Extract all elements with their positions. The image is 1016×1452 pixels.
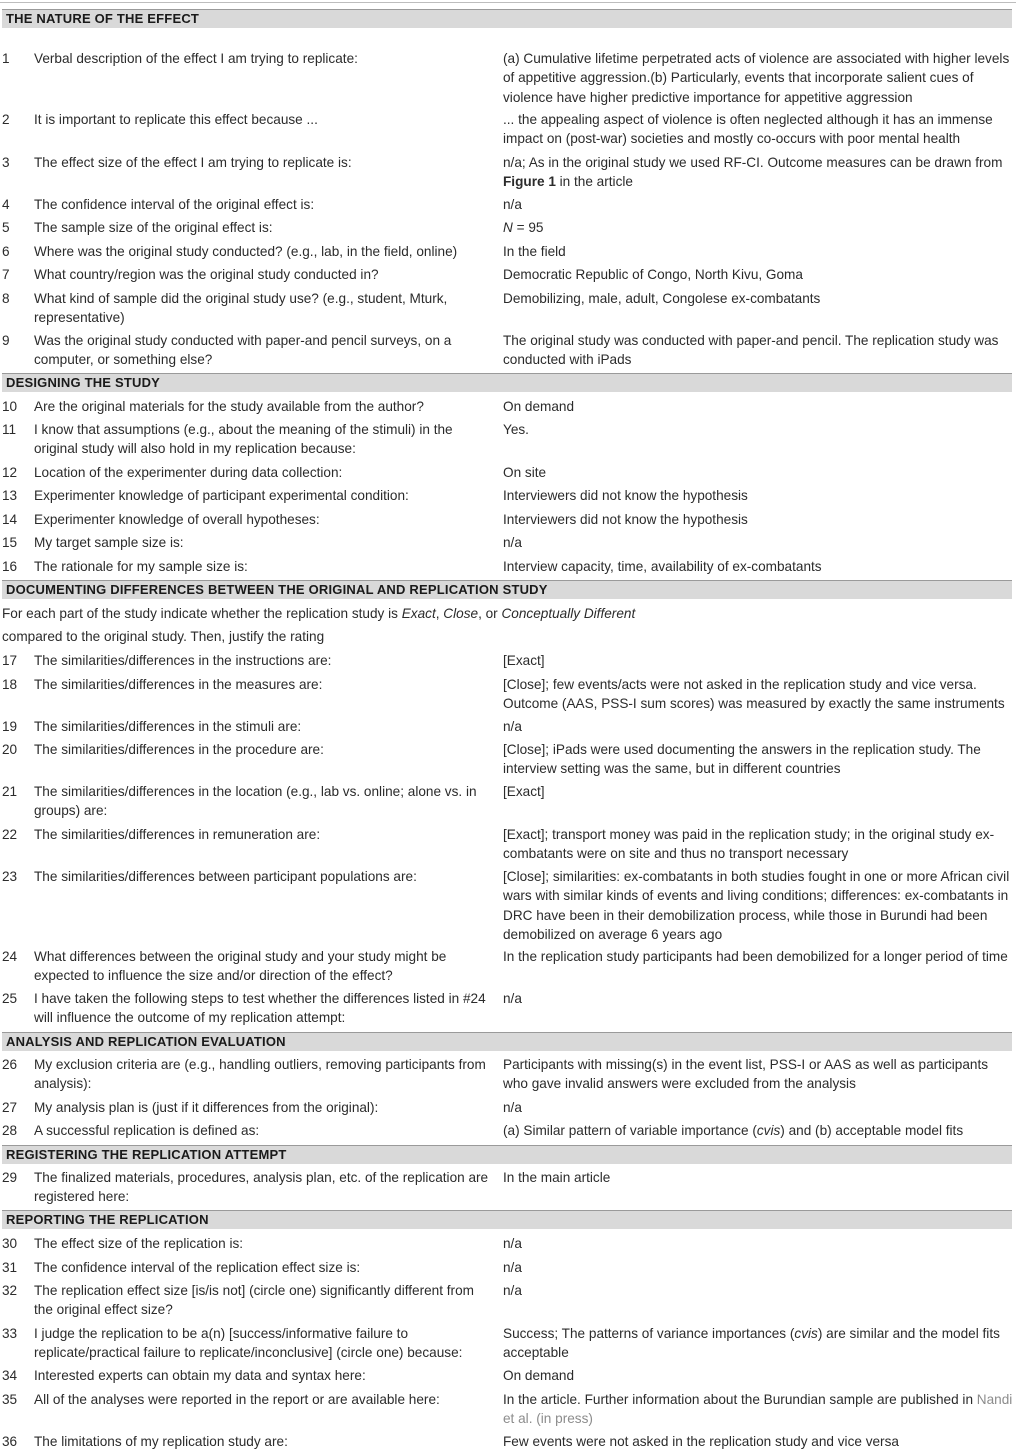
item-number: 11 [2, 422, 17, 437]
item-answer: (a) Cumulative lifetime perpetrated acts of violence are associated with higher levels of appetitive aggression.(b) Particularly, events that incorporate salient cues of violence have higher predictive importance for appetitive aggression [503, 51, 1010, 105]
section-header-registering: REGISTERING THE REPLICATION ATTEMPT [2, 1145, 1012, 1164]
item-answer: [Exact] [503, 653, 545, 668]
item-question: Are the original materials for the study available from the author? [34, 399, 424, 414]
item-question: The effect size of the effect I am trying to replicate is: [34, 155, 352, 170]
item-answer: In the main article [503, 1170, 611, 1185]
item-number: 30 [2, 1236, 18, 1251]
item-question: It is important to replicate this effect because ... [34, 112, 318, 127]
item-number: 28 [2, 1123, 18, 1138]
item-number: 8 [2, 291, 10, 306]
instruction-note-continued: compared to the original study. Then, justify the rating [2, 629, 325, 644]
figure-reference: Figure 1 [503, 174, 556, 190]
item-answer: [Exact]; transport money was paid in the replication study; in the original study ex-combatants were on site and thus no transport necessary [503, 827, 995, 862]
item-number: 9 [2, 333, 10, 348]
item-answer: [Close]; few events/acts were not asked in the replication study and vice versa. Outcome (AAS, PSS-I sum scores) was measured by exactly the same instruments [503, 677, 1005, 712]
item-number: 19 [2, 719, 18, 734]
cvis-term: cvis [756, 1123, 781, 1138]
item-answer [503, 1121, 1013, 1140]
item-answer [503, 1390, 1013, 1429]
answer-text: = 95 [512, 220, 544, 235]
answer-text: ) are similar and the model fits acceptable [503, 1326, 1000, 1361]
note-text: , [435, 606, 444, 621]
item-question: What differences between the original study and your study might be expected to influence the size and/or direction of the effect? [34, 949, 447, 984]
item-number: 10 [2, 399, 18, 414]
item-number: 5 [2, 220, 10, 235]
item-number: 32 [2, 1283, 18, 1298]
answer-text: ) and (b) acceptable model fits [780, 1123, 964, 1138]
note-text: For each part of the study indicate whether the replication study is [2, 606, 402, 621]
item-question: The similarities/differences in the location (e.g., lab vs. online; alone vs. in groups) are: [34, 784, 477, 819]
item-question: What country/region was the original study conducted in? [34, 267, 379, 282]
item-question: The similarities/differences between participant populations are: [34, 869, 417, 884]
item-question: Interested experts can obtain my data and syntax here: [34, 1368, 366, 1383]
item-number: 7 [2, 267, 10, 282]
item-answer: On demand [503, 399, 575, 414]
item-answer: Few events were not asked in the replication study and vice versa [503, 1434, 899, 1449]
item-answer: n/a [503, 719, 522, 734]
item-answer: Demobilizing, male, adult, Congolese ex-combatants [503, 291, 821, 306]
item-number: 1 [2, 51, 10, 66]
answer-text: n/a; As in the original study we used RF-CI. Outcome measures can be drawn from [503, 155, 1003, 170]
item-question: I have taken the following steps to test whether the differences listed in #24 will influence the outcome of my replication attempt: [34, 991, 486, 1026]
item-answer: Interviewers did not know the hypothesis [503, 512, 748, 527]
item-number: 6 [2, 244, 10, 259]
item-question: The finalized materials, procedures, analysis plan, etc. of the replication are registered here: [34, 1170, 489, 1205]
item-question: The replication effect size [is/is not] (circle one) significantly different from the original effect size? [34, 1283, 474, 1318]
item-question: Location of the experimenter during data collection: [34, 465, 343, 480]
item-question: The similarities/differences in the procedure are: [34, 742, 324, 757]
item-number: 17 [2, 653, 18, 668]
item-question: Experimenter knowledge of participant experimental condition: [34, 488, 409, 503]
item-question: I know that assumptions (e.g., about the meaning of the stimuli) in the original study will also hold in my replication because: [34, 422, 453, 457]
section-header-nature: THE NATURE OF THE EFFECT [2, 9, 1012, 28]
item-number: 2 [2, 112, 10, 127]
answer-text: In the article. Further information about the Burundian sample are published in [503, 1392, 977, 1407]
item-question: My analysis plan is (just if it differences from the original): [34, 1100, 379, 1115]
item-number: 22 [2, 827, 18, 842]
item-question: The confidence interval of the replication effect size is: [34, 1260, 361, 1275]
item-question: My exclusion criteria are (e.g., handling outliers, removing participants from analysis): [34, 1057, 486, 1092]
item-answer: Democratic Republic of Congo, North Kivu, Goma [503, 267, 803, 282]
item-number: 3 [2, 155, 10, 170]
item-number: 23 [2, 869, 18, 884]
item-answer: In the replication study participants had been demobilized for a longer period of time [503, 949, 1008, 964]
item-answer: n/a [503, 197, 522, 212]
item-answer: Yes. [503, 422, 529, 437]
item-question: Was the original study conducted with paper-and pencil surveys, on a computer, or something else? [34, 333, 452, 368]
item-number: 20 [2, 742, 18, 757]
item-question: A successful replication is defined as: [34, 1123, 260, 1138]
item-question: The similarities/differences in remuneration are: [34, 827, 321, 842]
item-answer: [Exact] [503, 784, 545, 799]
item-number: 15 [2, 535, 18, 550]
item-answer [503, 153, 1013, 192]
item-question: The sample size of the original effect is: [34, 220, 273, 235]
item-number: 18 [2, 677, 18, 692]
section-header-reporting: REPORTING THE REPLICATION [2, 1210, 1012, 1229]
item-number: 13 [2, 488, 18, 503]
item-question: My target sample size is: [34, 535, 184, 550]
item-number: 4 [2, 197, 10, 212]
item-question: Where was the original study conducted? (e.g., lab, in the field, online) [34, 244, 458, 259]
item-number: 24 [2, 949, 18, 964]
instruction-note [2, 604, 1012, 623]
item-number: 26 [2, 1057, 18, 1072]
item-answer: n/a [503, 1100, 522, 1115]
sample-size-symbol: N [503, 220, 513, 235]
item-number: 33 [2, 1326, 18, 1341]
cvis-term: cvis [794, 1326, 818, 1341]
section-header-analysis: ANALYSIS AND REPLICATION EVALUATION [2, 1032, 1012, 1051]
item-answer: The original study was conducted with paper-and pencil. The replication study was conducted with iPads [503, 333, 999, 368]
item-question: The similarities/differences in the instructions are: [34, 653, 332, 668]
item-number: 31 [2, 1260, 18, 1275]
answer-text: (a) Similar pattern of variable importance ( [503, 1123, 757, 1138]
note-text: , or [478, 606, 502, 621]
citation-link[interactable]: Nandi et al. (in press) [503, 1392, 1013, 1427]
item-answer: ... the appealing aspect of violence is often neglected although it has an immense impact on (post-war) societies and mostly co-occurs with poor mental health [503, 112, 993, 147]
answer-text: Success; The patterns of variance importances ( [503, 1326, 795, 1341]
item-question: The effect size of the replication is: [34, 1236, 244, 1251]
item-answer: Participants with missing(s) in the event list, PSS-I or AAS as well as participants who gave invalid answers were excluded from the analysis [503, 1057, 989, 1092]
item-answer: On site [503, 465, 547, 480]
item-number: 27 [2, 1100, 18, 1115]
item-answer: n/a [503, 1260, 522, 1275]
item-answer: n/a [503, 535, 522, 550]
item-number: 12 [2, 465, 18, 480]
item-number: 14 [2, 512, 18, 527]
item-answer: In the field [503, 244, 566, 259]
item-answer: Interviewers did not know the hypothesis [503, 488, 748, 503]
section-header-designing: DESIGNING THE STUDY [2, 373, 1012, 392]
item-question: All of the analyses were reported in the report or are available here: [34, 1392, 440, 1407]
item-answer: On demand [503, 1368, 575, 1383]
rating-exact: Exact [401, 606, 436, 621]
item-number: 29 [2, 1170, 18, 1185]
item-number: 21 [2, 784, 18, 799]
item-question: Experimenter knowledge of overall hypotheses: [34, 512, 320, 527]
item-question: The limitations of my replication study are: [34, 1434, 288, 1449]
rating-conceptually-different: Conceptually Different [501, 606, 636, 621]
item-answer: n/a [503, 1283, 522, 1298]
answer-text: in the article [555, 174, 633, 190]
item-answer: [Close]; iPads were used documenting the answers in the replication study. The interview setting was the same, but in different countries [503, 742, 981, 777]
item-answer: n/a [503, 991, 522, 1006]
item-number: 35 [2, 1392, 18, 1407]
item-question: The rationale for my sample size is: [34, 559, 248, 574]
item-question: Verbal description of the effect I am trying to replicate: [34, 51, 358, 66]
item-answer: n/a [503, 1236, 522, 1251]
item-number: 34 [2, 1368, 18, 1383]
section-header-differences: DOCUMENTING DIFFERENCES BETWEEN THE ORIGINAL AND REPLICATION STUDY [2, 580, 1012, 599]
item-question: The similarities/differences in the measures are: [34, 677, 323, 692]
item-answer [503, 218, 1013, 237]
item-number: 36 [2, 1434, 18, 1449]
item-question: What kind of sample did the original study use? (e.g., student, Mturk, representative) [34, 291, 448, 326]
rating-close: Close [443, 606, 479, 621]
item-answer: [Close]; similarities: ex-combatants in both studies fought in one or more African civil wars with similar kinds of events and living conditions; differences: ex-combatants in DRC have been in their demobilization process, while those in Burundi had been demobilized on average 6 years ago [503, 869, 1010, 942]
item-answer [503, 1324, 1013, 1363]
item-answer: Interview capacity, time, availability of ex-combatants [503, 559, 822, 574]
item-question: The confidence interval of the original effect is: [34, 197, 315, 212]
item-question: The similarities/differences in the stimuli are: [34, 719, 302, 734]
item-question: I judge the replication to be a(n) [success/informative failure to replicate/practical failure to replicate/inconclusive] (circle one) because: [34, 1326, 463, 1361]
item-number: 25 [2, 991, 18, 1006]
item-number: 16 [2, 559, 18, 574]
top-rule [0, 2, 1016, 3]
